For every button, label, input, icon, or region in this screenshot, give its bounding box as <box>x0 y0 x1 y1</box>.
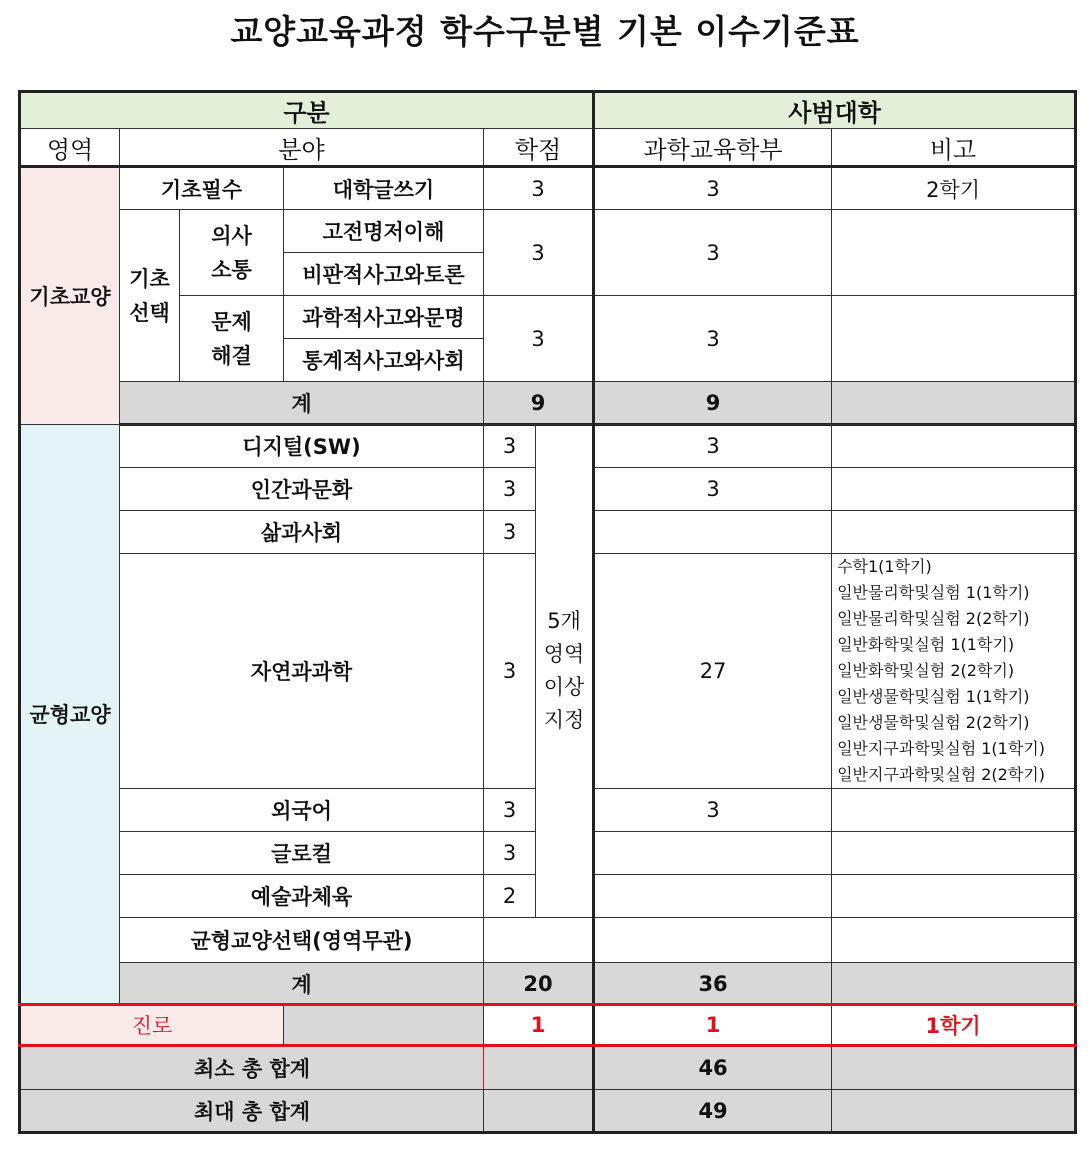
science-note-item: 일반지구과학및실험 2(2학기) <box>837 765 1046 784</box>
basic-total-label: 계 <box>120 382 484 425</box>
basic-elective-label-line: 선택 <box>129 300 170 325</box>
designation-line: 5개 <box>547 609 581 633</box>
basic-total-dept: 9 <box>594 382 832 425</box>
science-note-item: 일반물리학및실험 1(1학기) <box>837 583 1030 602</box>
balanced-free-dept <box>594 918 832 963</box>
max-total-value: 49 <box>594 1090 832 1133</box>
balanced-field-glocal: 글로컬 <box>120 832 484 875</box>
balanced-credit-glocal: 3 <box>484 832 536 875</box>
designation-line: 이상 <box>543 675 585 699</box>
balanced-dept-arts <box>594 875 832 918</box>
header-note: 비고 <box>832 129 1076 167</box>
basic-prob-course-1: 과학적사고와문명 <box>284 296 484 339</box>
basic-total-note <box>832 382 1076 425</box>
science-note-item: 일반물리학및실험 2(2학기) <box>837 609 1030 628</box>
basic-elective-label-line: 기초 <box>129 266 170 291</box>
header-field: 분야 <box>120 129 484 167</box>
balanced-note-humanities <box>832 468 1076 511</box>
min-total-value: 46 <box>594 1046 832 1090</box>
basic-prob-credit: 3 <box>484 296 594 382</box>
balanced-total-dept: 36 <box>594 963 832 1005</box>
header-area: 영역 <box>20 129 120 167</box>
balanced-credit-science: 3 <box>484 554 536 789</box>
balanced-field-society: 삶과사회 <box>120 511 484 554</box>
basic-required-label: 기초필수 <box>120 167 284 210</box>
career-empty <box>284 1005 484 1046</box>
min-total-label: 최소 총 합계 <box>20 1046 484 1090</box>
balanced-field-science: 자연과과학 <box>120 554 484 789</box>
career-credit: 1 <box>484 1005 594 1046</box>
balanced-credit-digital: 3 <box>484 425 536 468</box>
science-note-item: 일반화학및실험 1(1학기) <box>837 635 1015 654</box>
header-group: 구분 <box>20 92 594 129</box>
balanced-area-label: 균형교양 <box>20 425 120 1005</box>
basic-comm-course-1: 고전명저이해 <box>284 210 484 253</box>
balanced-credit-society: 3 <box>484 511 536 554</box>
basic-comm-label-line: 의사 <box>211 223 252 248</box>
balanced-field-digital: 디지털(SW) <box>120 425 484 468</box>
balanced-free-elective: 균형교양선택(영역무관) <box>120 918 484 963</box>
max-total-note <box>832 1090 1076 1133</box>
header-dept: 과학교육학부 <box>594 129 832 167</box>
header-credit: 학점 <box>484 129 594 167</box>
basic-required-credit: 3 <box>484 167 594 210</box>
balanced-total-credit: 20 <box>484 963 594 1005</box>
max-total-credit <box>484 1090 594 1133</box>
balanced-dept-science: 27 <box>594 554 832 789</box>
balanced-dept-humanities: 3 <box>594 468 832 511</box>
balanced-credit-language: 3 <box>484 789 536 832</box>
header-college: 사범대학 <box>594 92 1076 129</box>
balanced-note-science <box>832 554 1076 789</box>
balanced-note-arts <box>832 875 1076 918</box>
basic-prob-dept: 3 <box>594 296 832 382</box>
science-note-item: 일반생물학및실험 1(1학기) <box>837 687 1030 706</box>
basic-prob-label <box>180 296 284 382</box>
min-total-note <box>832 1046 1076 1090</box>
balanced-field-language: 외국어 <box>120 789 484 832</box>
basic-comm-course-2: 비판적사고와토론 <box>284 253 484 296</box>
balanced-note-language <box>832 789 1076 832</box>
basic-prob-label-line: 해결 <box>211 343 252 368</box>
basic-comm-credit: 3 <box>484 210 594 296</box>
science-note-item: 일반화학및실험 2(2학기) <box>837 661 1015 680</box>
basic-comm-label-line: 소통 <box>211 257 252 282</box>
science-note-item: 일반생물학및실험 2(2학기) <box>837 713 1030 732</box>
basic-comm-dept: 3 <box>594 210 832 296</box>
balanced-designation <box>536 425 594 918</box>
balanced-field-arts: 예술과체육 <box>120 875 484 918</box>
basic-area-label: 기초교양 <box>20 167 120 425</box>
balanced-dept-digital: 3 <box>594 425 832 468</box>
basic-required-course: 대학글쓰기 <box>284 167 484 210</box>
career-note: 1학기 <box>832 1005 1076 1046</box>
basic-required-dept: 3 <box>594 167 832 210</box>
career-dept: 1 <box>594 1005 832 1046</box>
min-total-credit <box>484 1046 594 1090</box>
balanced-free-note <box>832 918 1076 963</box>
balanced-note-society <box>832 511 1076 554</box>
balanced-dept-glocal <box>594 832 832 875</box>
basic-comm-label <box>180 210 284 296</box>
career-label: 진로 <box>20 1005 284 1046</box>
curriculum-table <box>18 90 1077 1134</box>
basic-required-note: 2학기 <box>832 167 1076 210</box>
designation-line: 지정 <box>543 708 585 732</box>
designation-line: 영역 <box>543 642 585 666</box>
balanced-dept-society <box>594 511 832 554</box>
balanced-credit-arts: 2 <box>484 875 536 918</box>
basic-prob-note <box>832 296 1076 382</box>
balanced-free-credit <box>484 918 594 963</box>
balanced-total-note <box>832 963 1076 1005</box>
basic-comm-note <box>832 210 1076 296</box>
max-total-label: 최대 총 합계 <box>20 1090 484 1133</box>
basic-prob-label-line: 문제 <box>211 309 252 334</box>
basic-total-credit: 9 <box>484 382 594 425</box>
science-note-item: 수학1(1학기) <box>837 557 932 576</box>
basic-prob-course-2: 통계적사고와사회 <box>284 339 484 382</box>
balanced-credit-humanities: 3 <box>484 468 536 511</box>
basic-elective-label <box>120 210 180 382</box>
science-note-item: 일반지구과학및실험 1(1학기) <box>837 739 1046 758</box>
balanced-field-humanities: 인간과문화 <box>120 468 484 511</box>
balanced-total-label: 계 <box>120 963 484 1005</box>
balanced-dept-language: 3 <box>594 789 832 832</box>
balanced-note-digital <box>832 425 1076 468</box>
balanced-note-glocal <box>832 832 1076 875</box>
page-title: 교양교육과정 학수구분별 기본 이수기준표 <box>230 12 860 51</box>
